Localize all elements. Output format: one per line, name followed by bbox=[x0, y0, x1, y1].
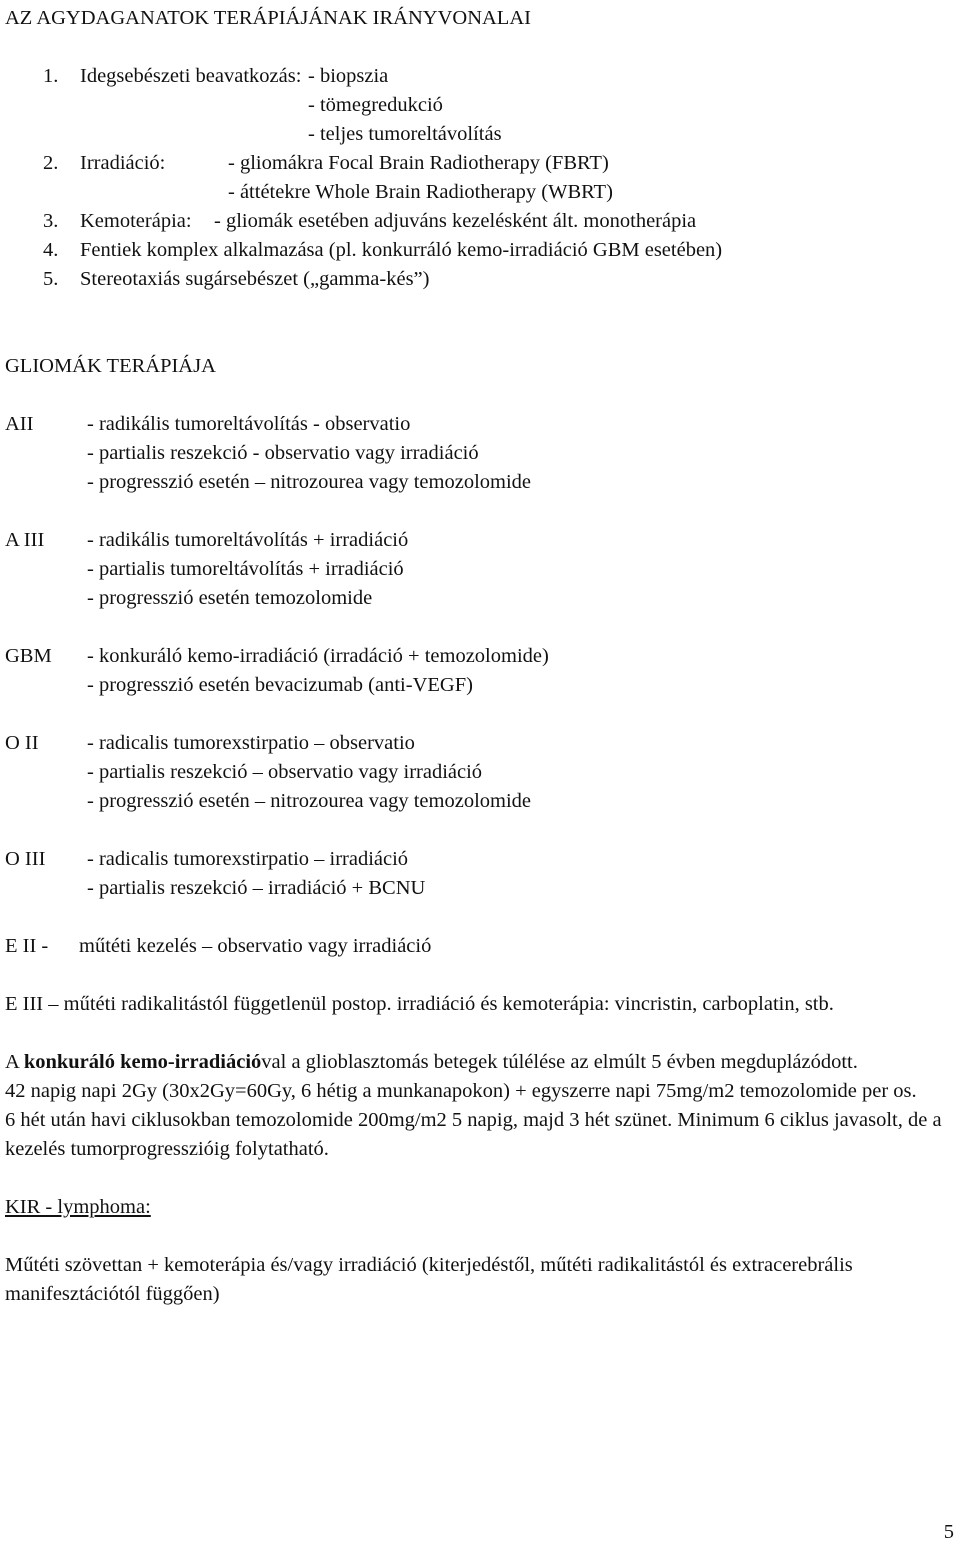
glioma-entry-oiii bbox=[5, 845, 955, 903]
concurrent-suffix: val a glioblasztomás betegek túlélése az elmúlt 5 évben megduplázódott. bbox=[261, 1051, 858, 1073]
therapy-subitem: - gliomákra Focal Brain Radiotherapy (FBRT) bbox=[228, 152, 609, 174]
concurrent-prefix: A bbox=[5, 1051, 24, 1073]
glioma-line: - konkuráló kemo-irradiáció (irradáció + temozolomide) bbox=[87, 645, 549, 667]
glioma-lines bbox=[87, 845, 425, 903]
therapy-subitems bbox=[308, 62, 502, 149]
glioma-lines bbox=[87, 410, 531, 497]
document-title: AZ AGYDAGANATOK TERÁPIÁJÁNAK IRÁNYVONALAI bbox=[5, 7, 531, 29]
glioma-line: - partialis tumoreltávolítás + irradiáció bbox=[87, 558, 404, 580]
concurrent-paragraph bbox=[5, 1048, 955, 1077]
therapy-item-5 bbox=[43, 265, 955, 294]
glioma-line: - radikális tumoreltávolítás - observatio bbox=[87, 413, 411, 435]
therapy-label: Irradiáció: bbox=[80, 152, 166, 174]
glioma-line: - progresszió esetén – nitrozourea vagy temozolomide bbox=[87, 790, 532, 812]
glioma-code: A III bbox=[5, 529, 45, 551]
therapy-number: 5. bbox=[43, 268, 59, 290]
glioma-line: - partialis reszekció - observatio vagy irradiáció bbox=[87, 442, 479, 464]
document-page bbox=[5, 4, 955, 1309]
eiii-paragraph: E III – műtéti radikalitástól függetlenül postop. irradiáció és kemoterápia: vincristin, carboplatin, stb. bbox=[5, 993, 834, 1015]
glioma-section-title: GLIOMÁK TERÁPIÁJA bbox=[5, 355, 216, 377]
therapy-number: 4. bbox=[43, 239, 59, 261]
therapy-label: Kemoterápia: bbox=[80, 210, 192, 232]
glioma-code: GBM bbox=[5, 645, 52, 667]
therapy-text: Fentiek komplex alkalmazása (pl. konkurráló kemo-irradiáció GBM esetében) bbox=[80, 239, 723, 261]
glioma-code: E II - bbox=[5, 935, 49, 957]
glioma-line: - radikális tumoreltávolítás + irradiáció bbox=[87, 529, 409, 551]
concurrent-bold-term: konkuráló kemo-irradiáció bbox=[23, 1051, 262, 1073]
therapy-text: Stereotaxiás sugársebészet („gamma-kés”) bbox=[80, 268, 430, 290]
kir-lymphoma-heading: KIR - lymphoma: bbox=[5, 1196, 151, 1218]
therapy-number: 2. bbox=[43, 152, 59, 174]
glioma-entry-aii bbox=[5, 410, 955, 497]
glioma-line: - progresszió esetén – nitrozourea vagy temozolomide bbox=[87, 471, 532, 493]
therapy-subitems bbox=[228, 149, 613, 207]
glioma-entry-gbm bbox=[5, 642, 955, 700]
therapy-subitems bbox=[214, 207, 696, 236]
therapy-subitem: - teljes tumoreltávolítás bbox=[308, 123, 502, 145]
glioma-line: - progresszió esetén temozolomide bbox=[87, 587, 373, 609]
therapy-subitem: - tömegredukció bbox=[308, 94, 443, 116]
glioma-line: - radicalis tumorexstirpatio – observatio bbox=[87, 732, 415, 754]
glioma-lines bbox=[87, 729, 531, 816]
therapy-number: 3. bbox=[43, 210, 59, 232]
glioma-line: műtéti kezelés – observatio vagy irradiáció bbox=[79, 935, 432, 957]
page-number: 5 bbox=[943, 1521, 954, 1543]
dosage-paragraph: 42 napig napi 2Gy (30x2Gy=60Gy, 6 hétig a munkanapokon) + egyszerre napi 75mg/m2 temozolomide per os. bbox=[5, 1080, 917, 1102]
therapy-item-2 bbox=[43, 149, 955, 207]
therapy-label: Idegsebészeti beavatkozás: bbox=[80, 65, 302, 87]
therapy-item-1 bbox=[43, 62, 955, 149]
glioma-line: - radicalis tumorexstirpatio – irradiáció bbox=[87, 848, 409, 870]
glioma-line: - partialis reszekció – irradiáció + BCNU bbox=[87, 877, 426, 899]
glioma-code: O III bbox=[5, 848, 46, 870]
glioma-lines bbox=[87, 642, 549, 700]
glioma-entry-aiii bbox=[5, 526, 955, 613]
kir-paragraph: Műtéti szövettan + kemoterápia és/vagy irradiáció (kiterjedéstől, műtéti radikalitástól és extracerebrális manifesztációtól függően) bbox=[5, 1254, 853, 1305]
therapy-subitem: - biopszia bbox=[308, 65, 389, 87]
therapy-list bbox=[43, 62, 955, 294]
cycle-paragraph: 6 hét után havi ciklusokban temozolomide 200mg/m2 5 napig, majd 3 hét szünet. Minimum 6 ciklus javasolt, de a kezelés tumorprogresszióig folytatható. bbox=[5, 1109, 942, 1160]
therapy-number: 1. bbox=[43, 65, 59, 87]
glioma-code: O II bbox=[5, 732, 39, 754]
glioma-entry-eii bbox=[5, 932, 955, 961]
glioma-entry-oii bbox=[5, 729, 955, 816]
glioma-line: - progresszió esetén bevacizumab (anti-VEGF) bbox=[87, 674, 473, 696]
therapy-subitem: - gliomák esetében adjuváns kezelésként ált. monotherápia bbox=[214, 210, 697, 232]
therapy-item-4 bbox=[43, 236, 955, 265]
therapy-item-3 bbox=[43, 207, 955, 236]
therapy-subitem: - áttétekre Whole Brain Radiotherapy (WBRT) bbox=[228, 181, 613, 203]
glioma-code: AII bbox=[5, 413, 34, 435]
glioma-lines bbox=[87, 526, 408, 613]
glioma-line: - partialis reszekció – observatio vagy irradiáció bbox=[87, 761, 483, 783]
